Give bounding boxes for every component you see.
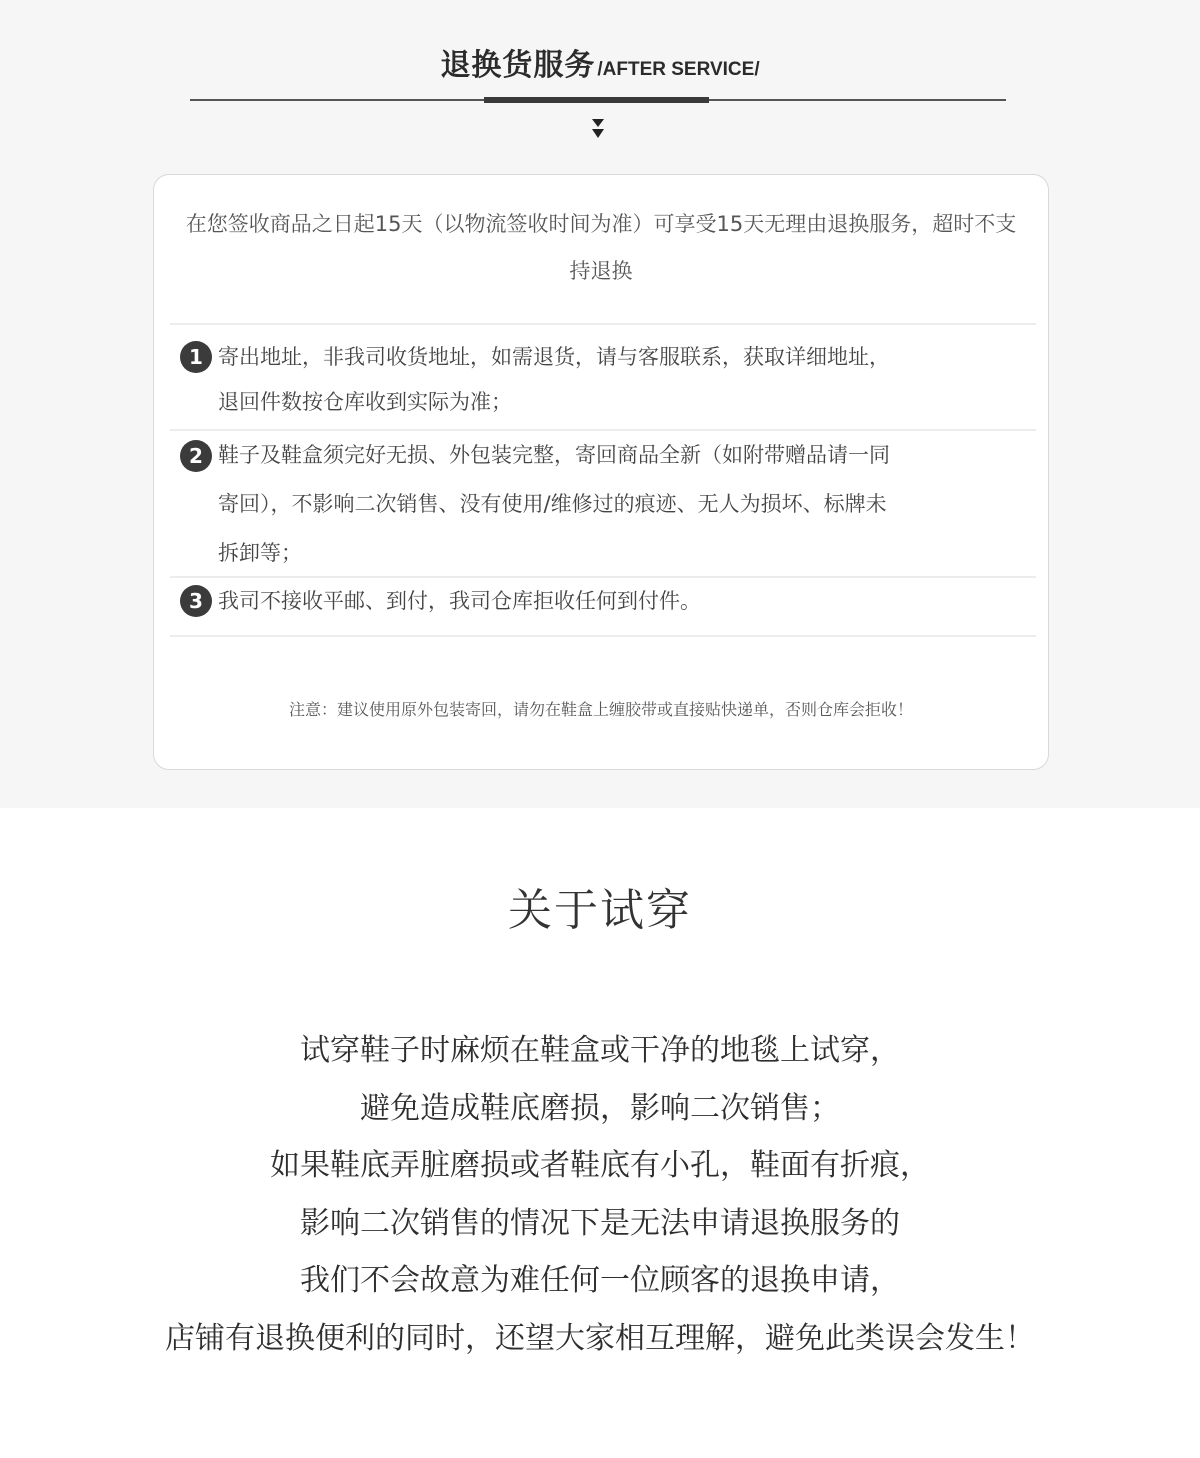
policy-card <box>153 174 1049 770</box>
heading-underline-accent <box>484 97 709 103</box>
heading-title-cn: 退换货服务 <box>440 48 596 83</box>
try-on-text <box>0 1022 1200 1367</box>
policy-item-line: 鞋子及鞋盒须完好无损、外包装完整，寄回商品全新（如附带赠品请一同 <box>218 443 890 467</box>
policy-item-line: 我司不接收平邮、到付，我司仓库拒收任何到付件。 <box>218 589 701 613</box>
try-on-line: 避免造成鞋底磨损，影响二次销售； <box>360 1090 840 1126</box>
number-badge: 2 <box>180 440 212 472</box>
section-heading <box>0 40 1200 84</box>
policy-item-text <box>218 579 1008 624</box>
divider <box>170 576 1036 578</box>
try-on-title: 关于试穿 <box>508 885 692 936</box>
double-chevron-down-icon <box>591 118 605 140</box>
policy-item-text <box>218 431 1008 578</box>
number-badge: 3 <box>180 585 212 617</box>
policy-item-text <box>218 335 1008 425</box>
try-on-line: 我们不会故意为难任何一位顾客的退换申请， <box>300 1263 900 1298</box>
try-on-line: 影响二次销售的情况下是无法申请退换服务的 <box>300 1205 900 1241</box>
heading-title-en: /AFTER SERVICE/ <box>597 59 760 80</box>
divider <box>170 635 1036 637</box>
policy-item-line: 拆卸等； <box>218 541 302 565</box>
policy-item-line: 寄回），不影响二次销售、没有使用/维修过的痕迹、无人为损坏、标牌未 <box>218 492 887 516</box>
policy-note: 注意：建议使用原外包装寄回，请勿在鞋盒上缠胶带或直接贴快递单，否则仓库会拒收！ <box>288 700 913 719</box>
policy-item-line: 退回件数按仓库收到实际为准； <box>218 390 512 414</box>
policy-intro: 在您签收商品之日起15天（以物流签收时间为准）可享受15天无理由退换服务，超时不支持退换 <box>185 212 1017 283</box>
try-on-line: 如果鞋底弄脏磨损或者鞋底有小孔，鞋面有折痕， <box>270 1148 930 1183</box>
try-on-line: 试穿鞋子时麻烦在鞋盒或干净的地毯上试穿， <box>300 1033 900 1068</box>
number-badge: 1 <box>180 341 212 373</box>
policy-item-line: 寄出地址，非我司收货地址，如需退货，请与客服联系，获取详细地址， <box>218 345 890 369</box>
try-on-line: 店铺有退换便利的同时，还望大家相互理解，避免此类误会发生！ <box>165 1320 1035 1356</box>
divider <box>170 323 1036 325</box>
